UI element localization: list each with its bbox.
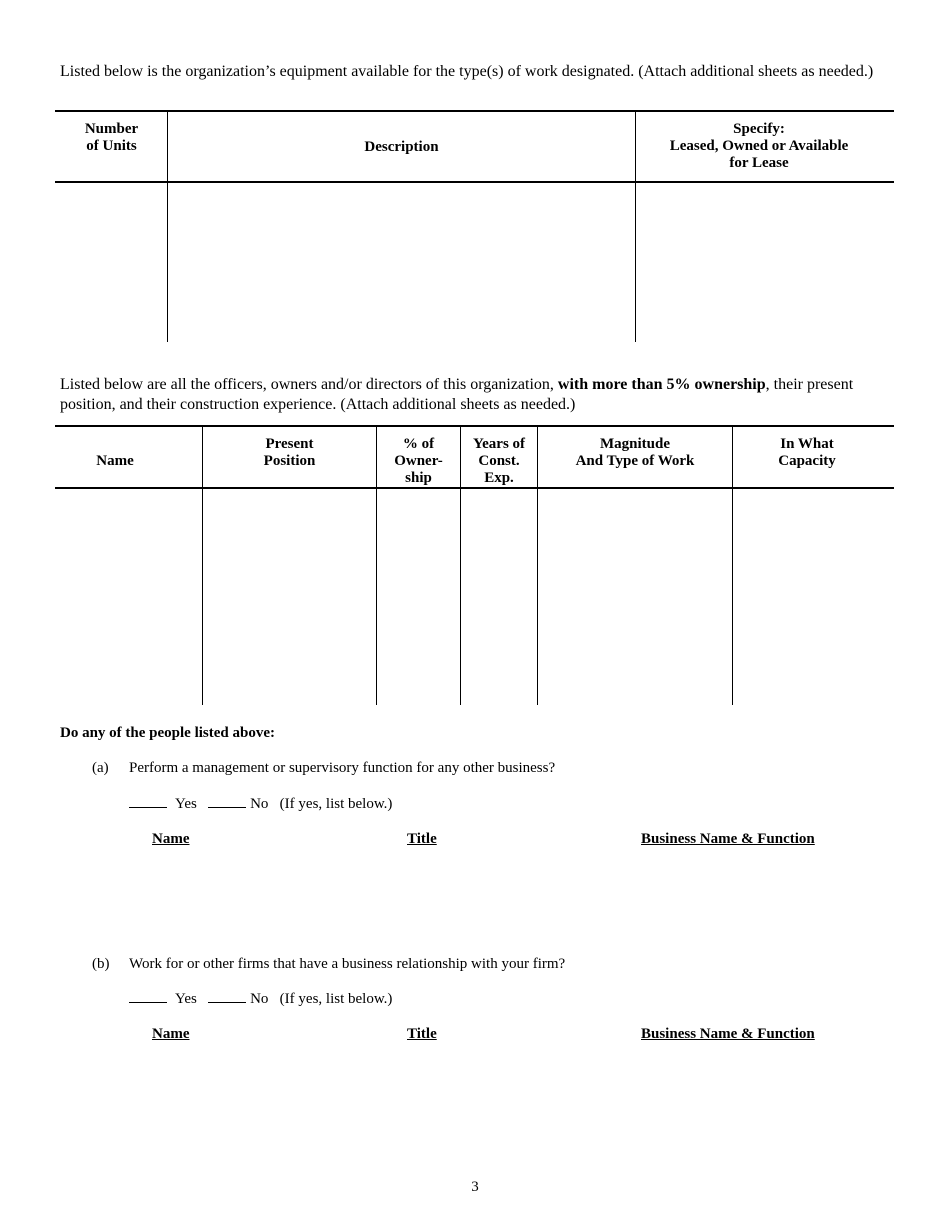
yes-blank[interactable] — [129, 795, 167, 808]
officers-table-top-rule — [55, 425, 894, 427]
question-b-name-header: Name — [152, 1026, 190, 1042]
question-a-answer — [129, 795, 392, 813]
position-entry-cell[interactable] — [204, 489, 375, 704]
equipment-table-top-rule — [55, 110, 894, 112]
specify-entry-cell[interactable] — [637, 183, 893, 341]
officers-intro: Listed below are all the officers, owners and/or directors of this organization, with more than 5% ownership, their present position, and their construction experience. (Attach additional sheets as needed.) — [60, 376, 854, 413]
header-number-of-units: Number of Units — [84, 121, 139, 154]
question-a-name-header: Name — [152, 831, 190, 847]
question-b-text: Work for or other firms that have a business relationship with your firm? — [129, 956, 566, 972]
question-a-entry-area[interactable] — [130, 856, 890, 936]
if-yes-note: (If yes, list below.) — [279, 796, 393, 812]
header-present-position: Present Position — [263, 436, 316, 469]
header-specify: Specify: Leased, Owned or Available for Lease — [669, 121, 849, 171]
description-entry-cell[interactable] — [169, 183, 634, 341]
question-a-letter: (a) — [92, 760, 109, 776]
question-b-answer — [129, 990, 392, 1008]
question-b-business-header: Business Name & Function — [641, 1026, 815, 1042]
header-name: Name — [96, 453, 134, 469]
name-entry-cell[interactable] — [56, 489, 201, 704]
question-a-text: Perform a management or supervisory function for any other business? — [129, 760, 556, 776]
header-capacity: In What Capacity — [778, 436, 836, 469]
question-b-entry-area[interactable] — [130, 1051, 890, 1151]
no-blank[interactable] — [208, 990, 246, 1003]
page-number: 3 — [471, 1179, 479, 1195]
yes-label: Yes — [175, 796, 197, 812]
units-entry-cell[interactable] — [56, 183, 166, 341]
capacity-entry-cell[interactable] — [734, 489, 893, 704]
yes-blank[interactable] — [129, 990, 167, 1003]
magnitude-entry-cell[interactable] — [539, 489, 731, 704]
header-ownership: % of Owner- ship — [394, 436, 443, 486]
no-label: No — [250, 991, 269, 1007]
question-b-letter: (b) — [92, 956, 110, 972]
header-years-experience: Years of Const. Exp. — [472, 436, 526, 486]
no-label: No — [250, 796, 269, 812]
header-magnitude: Magnitude And Type of Work — [575, 436, 695, 469]
header-description: Description — [364, 139, 439, 155]
if-yes-note: (If yes, list below.) — [279, 991, 393, 1007]
years-entry-cell[interactable] — [462, 489, 536, 704]
no-blank[interactable] — [208, 795, 246, 808]
questions-heading: Do any of the people listed above: — [60, 725, 275, 741]
question-b-title-header: Title — [407, 1026, 437, 1042]
question-a-business-header: Business Name & Function — [641, 831, 815, 847]
yes-label: Yes — [175, 991, 197, 1007]
ownership-entry-cell[interactable] — [378, 489, 459, 704]
question-a-title-header: Title — [407, 831, 437, 847]
equipment-intro: Listed below is the organization’s equipment available for the type(s) of work designated. (Attach additional sheets as needed.) — [60, 63, 874, 80]
